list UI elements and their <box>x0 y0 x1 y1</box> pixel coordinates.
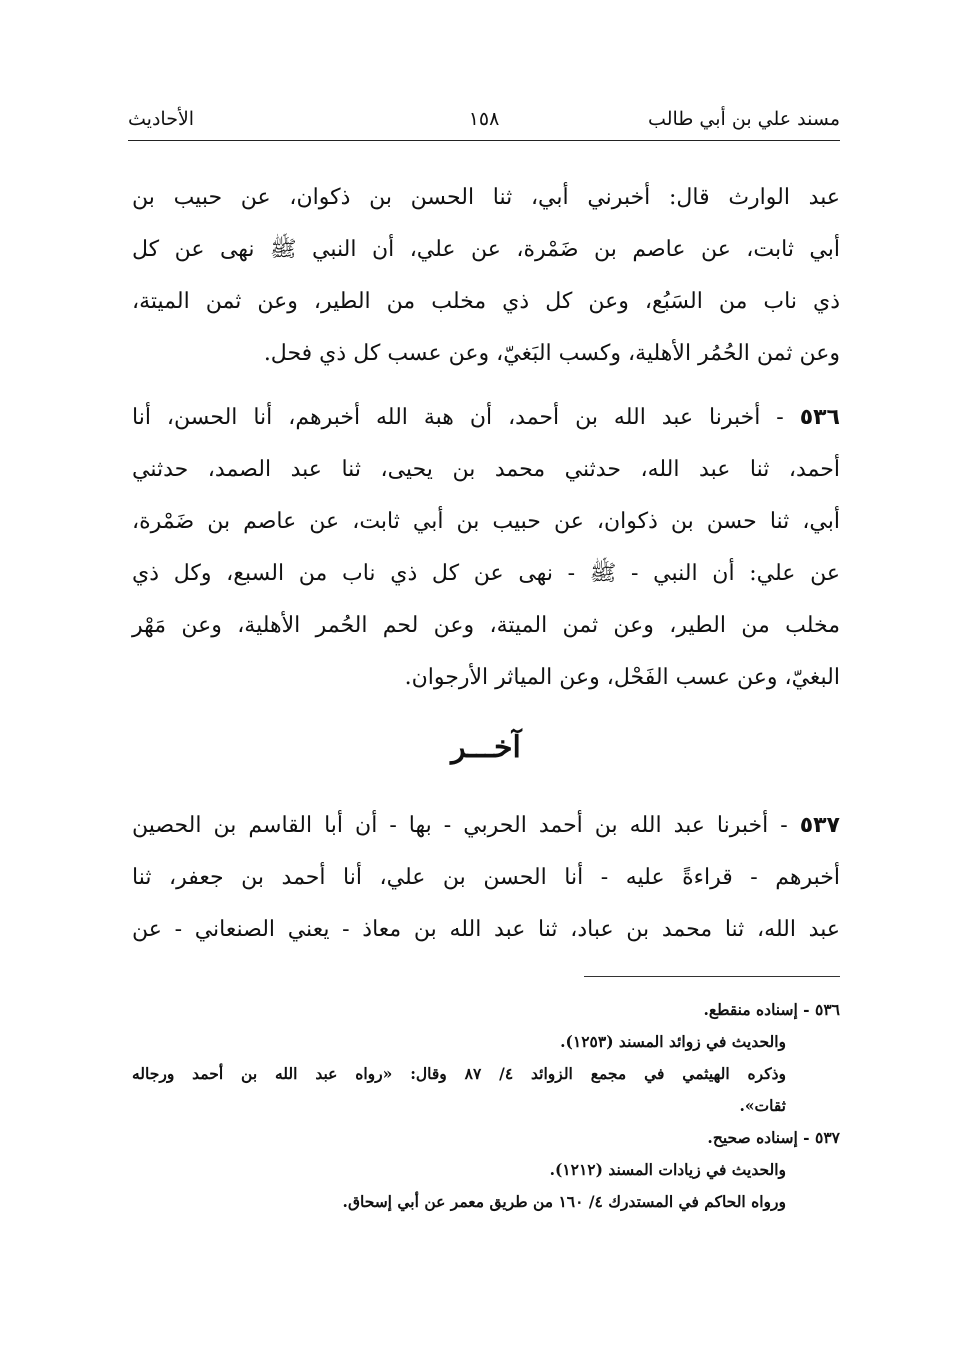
text-line: وعن ثمن الحُمُر الأهلية، وكسب البَغيّ، وعن عسب كل ذي فحل. <box>263 341 840 366</box>
text-line: أحمد، ثنا عبد الله، حدثني محمد بن يحيى، ثنا عبد الصمد، حدثني <box>132 457 840 482</box>
hadith-number: ٥٣٧ <box>799 813 840 838</box>
footnote-line: ورواه الحاكم في المستدرك ٤/ ١٦٠ من طريق معمر عن أبي إسحاق. <box>342 1192 786 1211</box>
text-line: عبد الله، ثنا محمد بن عباد، ثنا عبد الله بن معاذ - يعني الصنعاني - عن <box>132 917 840 942</box>
running-header <box>128 104 840 138</box>
text-line: عن علي: أن النبي - ﷺ - نهى عن كل ذي ناب من السبع، وكل ذي <box>132 561 840 586</box>
header-section-title: الأحاديث <box>128 108 195 130</box>
text-line: عبد الوارث قال: أخبرني أبي، ثنا الحسن بن ذكوان، عن حبيب بن <box>132 185 840 210</box>
text-segment: - أخبرنا عبد الله بن أحمد، أن هبة الله أخبرهم، أنا الحسن، أنا <box>132 405 784 430</box>
text-line: ذي ناب من السَبُع، وعن كل ذي مخلب من الطير، وعن ثمن الميتة، <box>132 289 840 314</box>
text-line: أبي، ثنا حسن بن ذكوان، عن حبيب بن أبي ثابت، عن عاصم بن ضَمْرة، <box>132 509 840 534</box>
text-segment: - أخبرنا عبد الله بن أحمد الحربي - بها - أن أبا القاسم بن الحصين <box>132 813 788 838</box>
header-divider <box>128 140 840 141</box>
paragraph-continuation <box>132 172 840 380</box>
text-line <box>132 392 840 444</box>
main-text-bottom <box>132 800 840 968</box>
footnote-line: والحديث في زيادات المسند (١٢١٢). <box>549 1160 786 1179</box>
footnote-line: ثقات». <box>739 1096 786 1115</box>
footnotes <box>132 994 840 1218</box>
section-heading: آخـــر <box>451 730 521 765</box>
footnote-line: ٥٣٧ - إسناده صحيح. <box>707 1128 840 1147</box>
text-line: أخبرهم - قراءةً عليه - أنا الحسن بن علي، أنا أحمد بن جعفر، ثنا <box>132 865 840 890</box>
text-line: أبي ثابت، عن عاصم بن ضَمْرة، عن علي، أن النبي ﷺ نهى عن كل <box>132 237 840 262</box>
hadith-537 <box>132 800 840 956</box>
main-text-top <box>132 172 840 716</box>
hadith-536 <box>132 392 840 704</box>
text-line <box>132 800 840 852</box>
footnote-line: ٥٣٦ - إسناده منقطع. <box>703 1000 840 1019</box>
text-line: مخلب من الطير، وعن ثمن الميتة، وعن لحم الحُمر الأهلية، وعن مَهْر <box>132 613 840 638</box>
text-line: البغيّ، وعن عسب الفَحْل، وعن المياثر الأرجوان. <box>404 665 840 690</box>
footnote-divider <box>584 976 840 977</box>
hadith-number: ٥٣٦ <box>799 405 840 430</box>
footnote-line: وذكره الهيثمي في مجمع الزوائد ٤/ ٨٧ وقال: «رواه عبد الله بن أحمد ورجاله <box>132 1064 786 1083</box>
page-number: ١٥٨ <box>468 108 500 130</box>
footnote-line: والحديث في زوائد المسند (١٢٥٣). <box>560 1032 786 1051</box>
header-book-title: مسند علي بن أبي طالب <box>648 108 840 130</box>
